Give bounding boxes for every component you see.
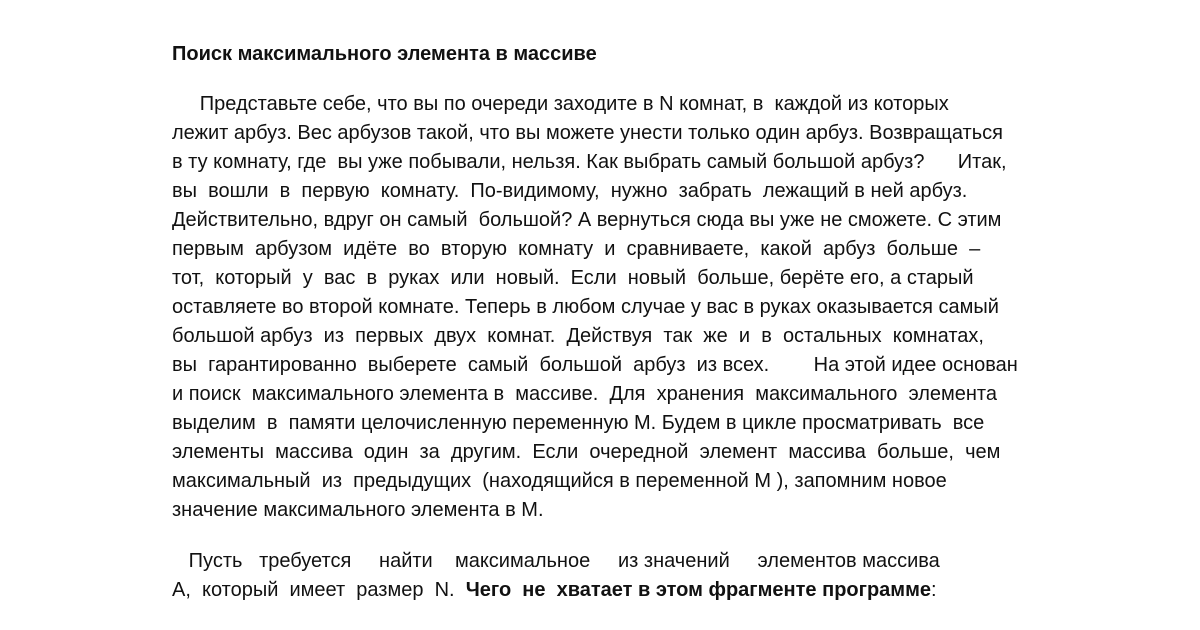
paragraph-line: выделим в памяти целочисленную переменную М. Будем в цикле просматривать все [172,412,985,434]
paragraph-line: и поиск максимального элемента в массиве. Для хранения максимального элемента [172,383,997,405]
paragraph-line: тот, который у вас в руках или новый. Если новый больше, берёте его, а старый [172,267,974,289]
question-line-2 [172,576,937,605]
paragraph-line: максимальный из предыдущих (находящийся в переменной М ), запомним новое [172,470,947,492]
paragraph-line: оставляете во второй комнате. Теперь в любом случае у вас в руках оказывается самый [172,296,999,318]
paragraph-line: значение максимального элемента в М. [172,499,544,521]
paragraph-line: большой арбуз из первых двух комнат. Действуя так же и в остальных комнатах, [172,325,984,347]
paragraph-line: в ту комнату, где вы уже побывали, нельзя. Как выбрать самый большой арбуз? Итак, [172,151,1007,173]
paragraph-line: вы вошли в первую комнату. По-видимому, нужно забрать лежащий в ней арбуз. [172,180,968,202]
question-line-1: Пусть требуется найти максимальное из значений элементов массива [172,550,940,572]
paragraph-line: элементы массива один за другим. Если очередной элемент массива больше, чем [172,441,1001,463]
document-title: Поиск максимального элемента в массиве [172,43,597,65]
paragraph-line: Действительно, вдруг он самый большой? А вернуться сюда вы уже не сможете. С этим [172,209,1002,231]
paragraph-line: лежит арбуз. Вес арбузов такой, что вы можете унести только один арбуз. Возвращаться [172,122,1003,144]
paragraph-line: первым арбузом идёте во вторую комнату и сравниваете, какой арбуз больше – [172,238,981,260]
paragraph-line: вы гарантированно выберете самый большой арбуз из всех. На этой идее основан [172,354,1018,376]
paragraph-line: Представьте себе, что вы по очереди заходите в N комнат, в каждой из которых [172,93,949,115]
question-colon: : [931,579,937,601]
question-text: А, который имеет размер N. [172,579,466,601]
question-emphasis: Чего не хватает в этом фрагменте программе [465,579,932,601]
